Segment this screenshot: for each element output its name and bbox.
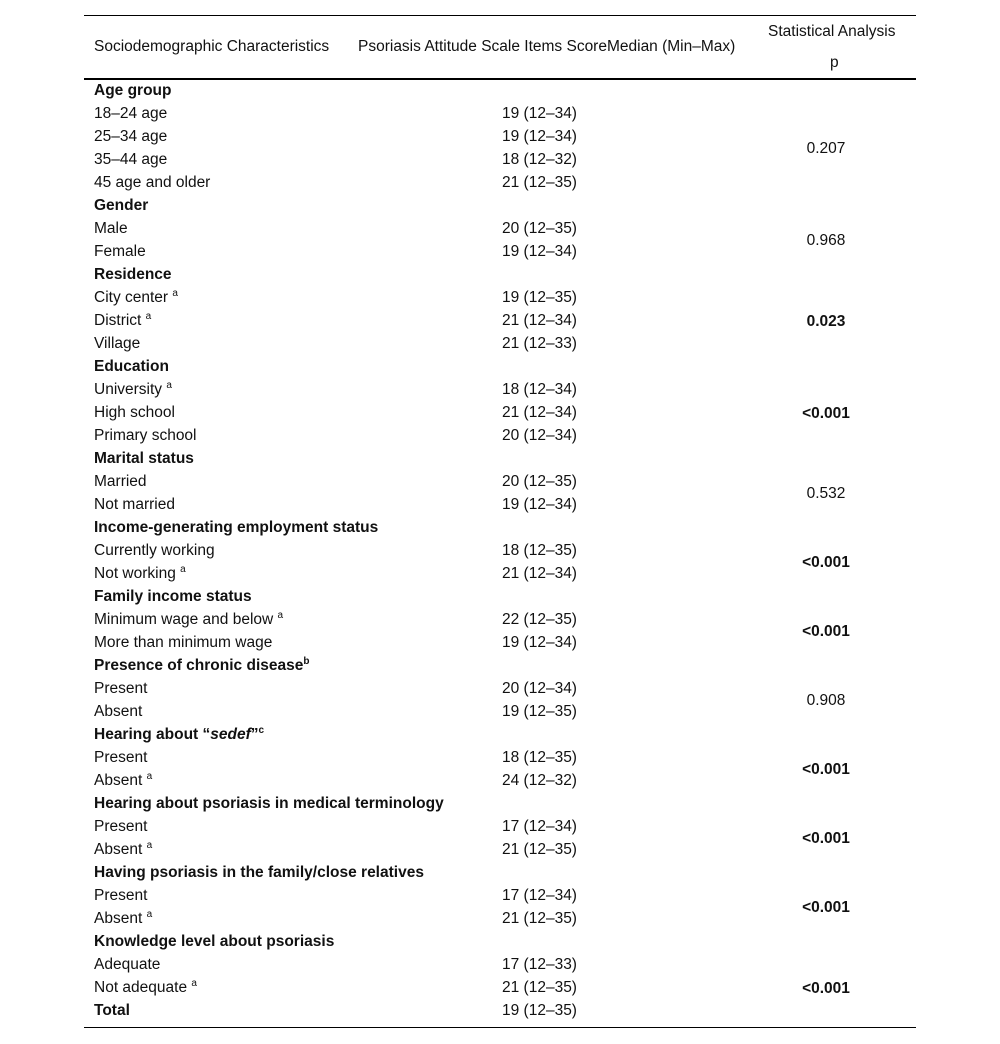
table-row — [84, 425, 916, 448]
row-label — [94, 887, 147, 905]
row-label — [94, 243, 146, 261]
label-text: Primary school — [94, 427, 197, 444]
group-header-row — [84, 356, 916, 379]
group-label — [94, 450, 194, 468]
score-cell: 20 (12–34) — [502, 427, 577, 444]
score-cell: 17 (12–34) — [502, 818, 577, 835]
score-cell: 17 (12–34) — [502, 887, 577, 904]
score-cell: 19 (12–35) — [502, 289, 577, 306]
footnote-marker: a — [146, 771, 153, 782]
table-row — [84, 103, 916, 126]
group-label — [94, 588, 252, 606]
score-cell: 19 (12–35) — [502, 703, 577, 720]
group-header-row — [84, 195, 916, 218]
group-header-row — [84, 586, 916, 609]
label-text: University — [94, 381, 163, 398]
footnote-marker: a — [191, 978, 197, 989]
label-text: Absent — [94, 703, 143, 720]
label-text: Currently working — [94, 542, 215, 559]
label-text: Hearing about “ — [94, 726, 211, 743]
label-text: Education — [94, 358, 169, 375]
row-label — [94, 151, 167, 169]
footnote-marker: a — [180, 564, 186, 575]
row-label — [94, 979, 197, 997]
label-text: Female — [94, 243, 146, 260]
group-label — [94, 266, 172, 284]
p-value: <0.001 — [802, 554, 850, 571]
label-text: Present — [94, 749, 148, 766]
label-text: 45 age and older — [94, 174, 211, 191]
row-label — [94, 634, 272, 652]
row-label — [94, 565, 186, 583]
score-cell: 21 (12–35) — [502, 979, 577, 996]
row-label — [94, 105, 167, 123]
label-text: Age group — [94, 82, 172, 99]
row-label — [94, 611, 283, 629]
row-label — [94, 174, 210, 192]
row-label — [94, 496, 175, 514]
label-text: Not married — [94, 496, 175, 513]
label-text: Adequate — [94, 956, 161, 973]
score-cell: 18 (12–34) — [502, 381, 577, 398]
group-header-row — [84, 931, 916, 954]
row-label — [94, 220, 128, 238]
score-cell: 19 (12–34) — [502, 496, 577, 513]
score-cell: 19 (12–34) — [502, 105, 577, 122]
score-cell: 21 (12–35) — [502, 910, 577, 927]
footnote-marker: a — [145, 311, 152, 322]
group-label — [94, 864, 424, 882]
table-top-rule — [84, 15, 916, 16]
label-text: Knowledge level about psoriasis — [94, 933, 335, 950]
label-text: Having psoriasis in the family/close relatives — [94, 864, 424, 881]
score-cell: 21 (12–34) — [502, 565, 577, 582]
score-cell: 21 (12–33) — [502, 335, 577, 352]
label-text: District — [94, 312, 142, 329]
row-label — [94, 680, 147, 698]
table-row — [84, 379, 916, 402]
label-text: 25–34 age — [94, 128, 168, 145]
score-cell: 19 (12–34) — [502, 243, 577, 260]
score-cell: 19 (12–34) — [502, 634, 577, 651]
p-value: <0.001 — [802, 979, 850, 997]
group-header-row — [84, 793, 916, 816]
row-label — [94, 772, 152, 790]
group-header-row — [84, 1000, 916, 1023]
group-label — [94, 726, 264, 744]
label-text: Minimum wage and below — [94, 611, 274, 628]
p-value: <0.001 — [802, 830, 850, 847]
label-text: Married — [94, 473, 147, 490]
group-header-row — [84, 264, 916, 287]
p-value: 0.023 — [806, 312, 846, 330]
score-cell: 17 (12–33) — [502, 956, 577, 973]
footnote-marker: c — [258, 725, 265, 736]
p-value: <0.001 — [802, 899, 850, 916]
p-value: 0.532 — [806, 485, 846, 502]
row-label — [94, 956, 160, 974]
p-value: 0.207 — [806, 140, 846, 157]
label-text: Marital status — [94, 450, 194, 467]
label-text: Present — [94, 887, 148, 904]
label-text: Present — [94, 680, 148, 697]
header-p: p — [830, 54, 839, 71]
label-text: High school — [94, 404, 175, 421]
p-value: <0.001 — [802, 761, 850, 778]
table-row — [84, 954, 916, 977]
p-value: 0.908 — [806, 692, 846, 709]
header-sociodemographic: Sociodemographic Characteristics — [94, 38, 330, 55]
p-value: <0.001 — [802, 404, 850, 422]
group-label — [94, 933, 334, 951]
row-label — [94, 818, 147, 836]
score-cell: 21 (12–35) — [502, 174, 577, 191]
label-italic: sedef — [210, 726, 251, 743]
group-label — [94, 657, 309, 675]
footnote-marker: a — [172, 288, 178, 299]
group-label — [94, 358, 169, 376]
label-text: More than minimum wage — [94, 634, 273, 651]
group-label — [94, 197, 148, 215]
label-text: Family income status — [94, 588, 252, 605]
label-after: ” — [250, 726, 259, 743]
score-cell: 19 (12–34) — [502, 128, 577, 145]
row-label — [94, 841, 152, 859]
row-label — [94, 289, 178, 307]
group-header-row — [84, 655, 916, 678]
score-cell: 24 (12–32) — [502, 772, 577, 789]
footnote-marker: a — [166, 380, 172, 391]
row-label — [94, 703, 142, 721]
group-header-row — [84, 80, 916, 103]
score-cell: 21 (12–34) — [502, 404, 577, 421]
footnote-marker: a — [146, 840, 153, 851]
score-cell: 20 (12–34) — [502, 680, 577, 697]
row-label — [94, 381, 172, 399]
header-statistical-analysis: Statistical Analysis — [768, 23, 896, 40]
table-row — [84, 287, 916, 310]
label-text: Gender — [94, 197, 149, 214]
label-text: City center — [94, 289, 169, 306]
score-cell: 22 (12–35) — [502, 611, 577, 628]
label-text: Not working — [94, 565, 176, 582]
group-label — [94, 519, 378, 537]
table-bottom-rule — [84, 1027, 916, 1028]
row-label — [94, 542, 215, 560]
label-text: Village — [94, 335, 141, 352]
footnote-marker: a — [277, 610, 284, 621]
label-text: Absent — [94, 841, 143, 858]
p-value: <0.001 — [802, 623, 850, 640]
label-text: Not adequate — [94, 979, 188, 996]
score-cell: 19 (12–35) — [502, 1002, 577, 1019]
label-text: 18–24 age — [94, 105, 168, 122]
score-cell: 21 (12–35) — [502, 841, 577, 858]
label-text: Hearing about psoriasis in medical terminology — [94, 795, 444, 812]
group-label — [94, 82, 172, 100]
row-label — [94, 128, 167, 146]
group-label — [94, 1002, 130, 1020]
score-cell: 18 (12–35) — [502, 542, 577, 559]
p-value: 0.968 — [806, 232, 846, 249]
table-row — [84, 172, 916, 195]
score-cell: 18 (12–35) — [502, 749, 577, 766]
group-header-row — [84, 517, 916, 540]
row-label — [94, 335, 140, 353]
header-attitude-score: Psoriasis Attitude Scale Items ScoreMedian (Min–Max) — [358, 38, 736, 55]
row-label — [94, 427, 197, 445]
footnote-marker: b — [303, 656, 310, 667]
group-header-row — [84, 448, 916, 471]
row-label — [94, 404, 175, 422]
label-text: Present — [94, 818, 148, 835]
row-label — [94, 473, 147, 491]
footnote-marker: a — [146, 909, 153, 920]
label-text: Male — [94, 220, 128, 237]
group-label — [94, 795, 444, 813]
row-label — [94, 910, 152, 928]
score-cell: 21 (12–34) — [502, 312, 577, 329]
score-cell: 18 (12–32) — [502, 151, 577, 168]
label-text: 35–44 age — [94, 151, 168, 168]
score-cell: 20 (12–35) — [502, 473, 577, 490]
row-label — [94, 312, 151, 330]
label-text: Total — [94, 1002, 130, 1019]
score-cell: 20 (12–35) — [502, 220, 577, 237]
group-header-row — [84, 724, 916, 747]
label-text: Absent — [94, 910, 143, 927]
label-text: Income-generating employment status — [94, 519, 379, 536]
label-text: Absent — [94, 772, 143, 789]
label-text: Residence — [94, 266, 172, 283]
group-header-row — [84, 862, 916, 885]
row-label — [94, 749, 147, 767]
table-row — [84, 333, 916, 356]
label-text: Presence of chronic disease — [94, 657, 304, 674]
